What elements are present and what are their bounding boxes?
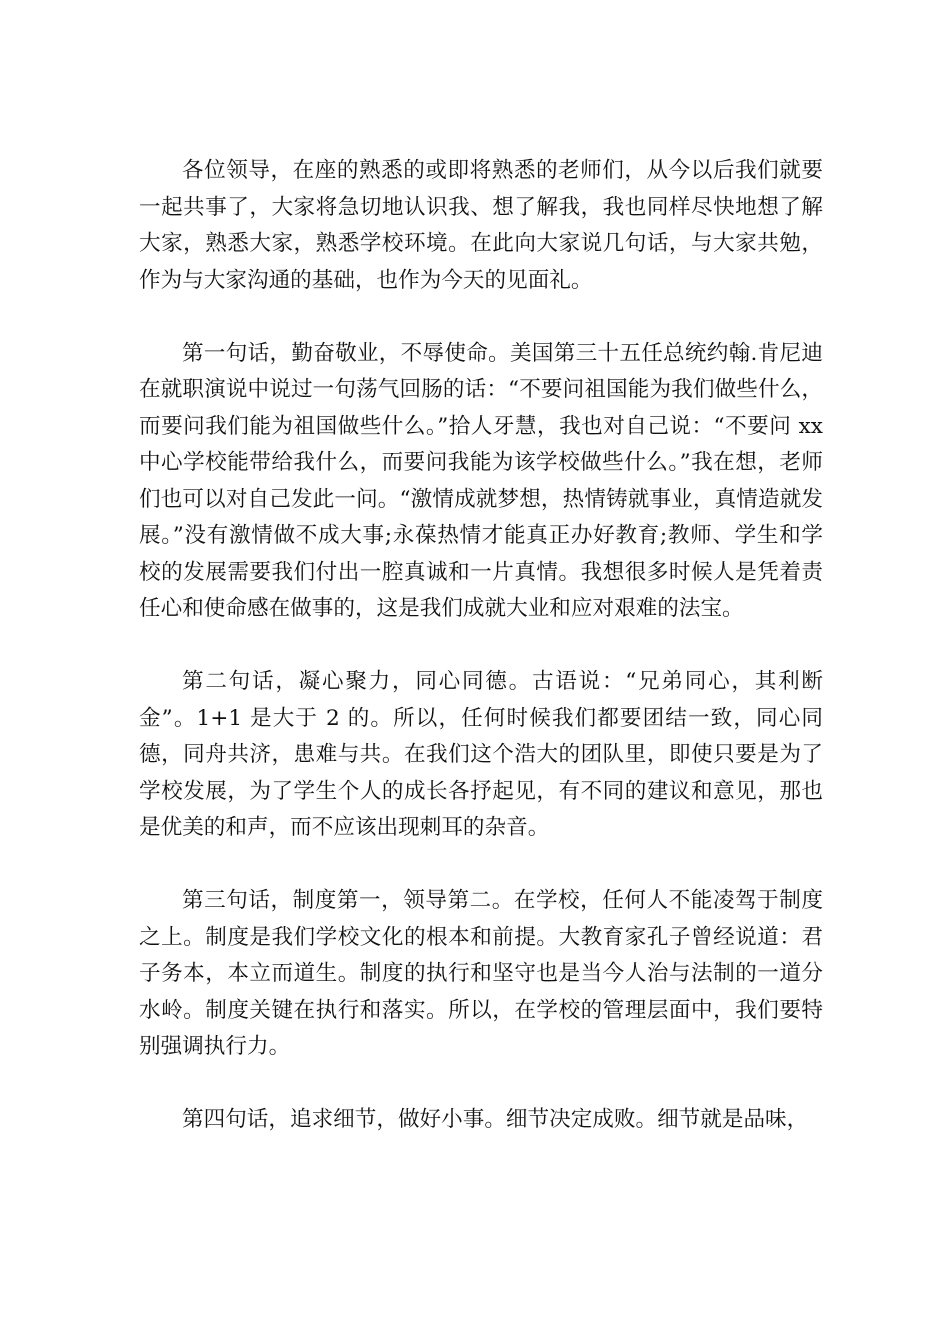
paragraph-third-point: 第三句话，制度第一，领导第二。在学校，任何人不能凌驾于制度之上。制度是我们学校文化的根本和前提。大教育家孔子曾经说道：君子务本，本立而道生。制度的执行和坚守也是当今人治与法制的一道分水岭。制度关键在执行和落实。所以，在学校的管理层面中，我们要特别强调执行力。: [139, 888, 823, 1059]
paragraph-intro: 各位领导，在座的熟悉的或即将熟悉的老师们，从今以后我们就要一起共事了，大家将急切地认识我、想了解我，我也同样尽快地想了解大家，熟悉大家，熟悉学校环境。在此向大家说几句话，与大家共勉，作为与大家沟通的基础，也作为今天的见面礼。: [139, 158, 823, 293]
paragraph-first-point: 第一句话，勤奋敬业，不辱使命。美国第三十五任总统约翰.肯尼迪在就职演说中说过一句荡气回肠的话：“不要问祖国能为我们做些什么，而要问我们能为祖国做些什么。”拾人牙慧，我也对自己说：“不要问 xx 中心学校能带给我什么，而要问我能为该学校做些什么。”我在想，老师们也可以对自己发此一问。“激情成就梦想，热情铸就事业，真情造就发展。”没有激情做不成大事;永葆热情才能真正办好教育;教师、学生和学校的发展需要我们付出一腔真诚和一片真情。我想很多时候人是凭着责任心和使命感在做事的，这是我们成就大业和应对艰难的法宝。: [139, 340, 823, 621]
paragraph-fourth-point: 第四句话，追求细节，做好小事。细节决定成败。细节就是品味，: [182, 1107, 809, 1132]
paragraph-second-point: 第二句话，凝心聚力，同心同德。古语说：“兄弟同心，其利断金”。1+1 是大于 2 的。所以，任何时候我们都要团结一致，同心同德，同舟共济，患难与共。在我们这个浩大的团队里，即使只要是为了学校发展，为了学生个人的成长各抒起见，有不同的建议和意见，那也是优美的和声，而不应该出现刺耳的杂音。: [139, 669, 823, 840]
document-body: [139, 153, 823, 1175]
